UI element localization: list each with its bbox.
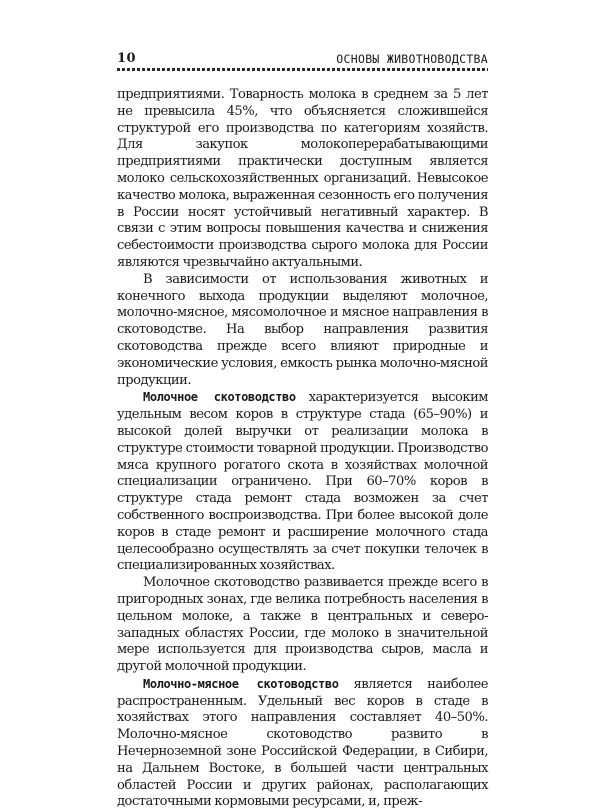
body-text bbox=[117, 87, 488, 811]
paragraph-3 bbox=[117, 389, 488, 575]
term-dairy-cattle: Молочное скотоводство bbox=[143, 390, 296, 405]
page-number: 10 bbox=[117, 51, 137, 66]
paragraph-text: является наиболее распространенным. Удельный вес коров в стаде в хозяйствах этого направления составляет 40–50%. Молочно-мясное скотоводство развито в Нечерноземной зоне Российской Федерации, в Сибири, на Дальнем Востоке, в большей части центральных областей России и других районах, располагающих достаточными кормовыми ресурсами, и, преж- bbox=[117, 676, 489, 810]
paragraph-text: предприятиями. Товарность молока в среднем за 5 лет не превысила 45%, что объясняется сложившейся структурой его производства по категориям хозяйств. Для закупок молокоперерабатывающими предприятиями практически доступным является молоко сельскохозяйственных организаций. Невысокое качество молока, выраженная сезонность его получения в России носят устойчивый негативный характер. В связи с этим вопросы повышения качества и снижения себестоимости производства сырого молока для России являются чрезвычайно актуальными. bbox=[117, 87, 488, 270]
paragraph-5 bbox=[117, 676, 488, 811]
paragraph-4 bbox=[117, 575, 488, 676]
term-dairy-meat-cattle: Молочно-мясное скотоводство bbox=[143, 676, 339, 691]
paragraph-2 bbox=[117, 272, 488, 390]
paragraph-text: Молочное скотоводство развивается прежде всего в пригородных зонах, где велика потребность населения в цельном молоке, а также в центральных и северо-западных областях России, где молоко в значительной мере используется для производства сыров, масла и другой молочной продукции. bbox=[117, 575, 488, 675]
page-header bbox=[117, 48, 488, 70]
header-rule bbox=[117, 68, 488, 71]
paragraph-text: характеризуется высоким удельным весом коров в структуре стада (65–90%) и высокой долей выручки от реализации молока в структуре стоимости товарной продукции. Производство мяса крупного рогатого скота в хозяйствах молочной специализации ограничено. При 60–70% коров в структуре стада ремонт стада возможен за счет собственного воспроизводства. При более высокой доле коров в стаде ремонт и расширение молочного стада целесообразно осуществлять за счет покупки телочек в специализированных хозяйствах. bbox=[117, 390, 488, 574]
paragraph-1 bbox=[117, 87, 488, 272]
paragraph-text: В зависимости от использования животных и конечного выхода продукции выделяют молочное, молочно-мясное, мясомолочное и мясное направления в скотоводстве. На выбор направления развития скотоводства прежде всего влияют природные и экономические условия, емкость рынка молочно-мясной продукции. bbox=[117, 271, 488, 388]
running-title: ОСНОВЫ ЖИВОТНОВОДСТВА bbox=[336, 52, 488, 66]
